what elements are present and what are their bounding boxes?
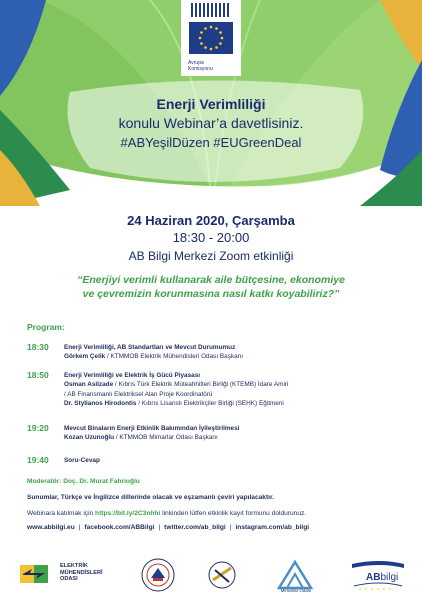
program-body: [64, 343, 414, 362]
speaker-line: [64, 352, 414, 361]
emo-line-3: ODASI: [60, 576, 78, 583]
program-time: 19:40: [27, 455, 49, 465]
ec-label: [181, 60, 241, 72]
speaker-name: Osman Asilzade: [64, 381, 114, 389]
abbilgi-logo-text: [366, 572, 398, 583]
event-title: Enerji Verimliliği: [156, 96, 266, 112]
program-topic: Mevcut Binaların Enerji Etkinlik Bakımından İyileştirilmesi: [64, 425, 240, 432]
instagram-link[interactable]: instagram.com/ab_bilgi: [235, 524, 310, 531]
ec-label-line1: Avrupa: [188, 60, 204, 66]
speaker-line: [64, 380, 414, 389]
speaker-line: [64, 390, 414, 399]
separator: |: [78, 524, 81, 531]
website-link[interactable]: www.abbilgi.eu: [27, 524, 75, 531]
hashtags: #ABYeşilDüzen #EUGreenDeal: [120, 135, 302, 150]
separator: |: [229, 524, 232, 531]
speaker-role: / KTMMOB Mimarlar Odası Başkanı: [114, 434, 218, 442]
emo-line-2: MÜHENDİSLERİ: [60, 569, 103, 576]
event-subtitle: konulu Webinar’a davetlisiniz.: [118, 115, 304, 131]
registration-line: [27, 510, 306, 517]
program-topic: Soru-Cevap: [64, 457, 100, 464]
event-date: 24 Haziran 2020, Çarşamba: [127, 213, 295, 228]
registration-pre: Webinara katılmak için: [27, 510, 96, 517]
program-time: 18:30: [27, 342, 49, 352]
emo-line-1: ELEKTRİK: [60, 563, 88, 569]
translation-note: Sunumlar, Türkçe ve İngilizce dillerinde olacak ve eşzamanlı çeviri yapılacaktır.: [27, 494, 275, 501]
twitter-link[interactable]: twitter.com/ab_bilgi: [164, 524, 226, 531]
program-time: 18:50: [27, 370, 49, 380]
moderator: Moderatör: Doç. Dr. Murat Fahrioğlu: [27, 478, 140, 485]
program-body: [64, 371, 414, 408]
speaker-role: / Kıbrıs Türk Elektrik Müteahhitleri Birliği (KTEMB) İdare Amiri: [113, 381, 289, 389]
speaker-line: [64, 433, 414, 442]
speaker-role: / Kıbrıs Lisanslı Elektrikçiler Birliği (SEHK) Eğitmeni: [136, 399, 284, 407]
program-body: [64, 456, 414, 465]
speaker-role: / KTMMOB Elektrik Mühendisleri Odası Başkanı: [105, 353, 244, 361]
ec-label-line2: Komisyonu: [188, 66, 213, 72]
mimarlar-odasi-label: Mimarlar Odası: [280, 588, 312, 593]
event-quote: [20, 273, 402, 301]
quote-line-2: ve çevremizin korunmasına nasıl katkı koyabiliriz?”: [82, 288, 340, 300]
speaker-line: [64, 399, 414, 408]
speaker-name: Görkem Çelik: [64, 353, 106, 361]
registration-link[interactable]: https://bit.ly/2C3nhhi: [95, 510, 161, 517]
abbilgi-ab: AB: [366, 572, 381, 583]
program-topic: Enerji Verimliliği, AB Standartları ve Mevcut Durumumuz: [64, 344, 236, 351]
registration-post: linkinden lütfen etkinlik kayıt formunu doldurunuz.: [160, 510, 307, 517]
speaker-name: Dr. Stylianos Hirodontis: [64, 399, 137, 407]
quote-line-1: “Enerjiyi verimli kullanarak aile bütçesine, ekonomiye: [77, 274, 345, 286]
ktemb-logo-icon: [205, 560, 239, 590]
social-links: [27, 524, 407, 531]
emo-logo-text: [60, 563, 103, 583]
event-time: 18:30 - 20:00: [172, 230, 250, 245]
hero-banner: [0, 0, 422, 206]
speaker-role: / AB Finansmanlı Elektriksel Alan Proje Koordinatörü: [64, 390, 213, 398]
abbilgi-bilgi: bilgi: [380, 572, 399, 583]
program-body: [64, 424, 414, 443]
program-time: 19:20: [27, 423, 49, 433]
speaker-name: Kozan Uzunoğlu: [64, 434, 115, 442]
seal-logo-icon: [141, 558, 175, 592]
event-venue: AB Bilgi Merkezi Zoom etkinliği: [128, 249, 294, 263]
separator: |: [158, 524, 161, 531]
program-topic: Enerji Verimliliği ve Elektrik İş Gücü Piyasası: [64, 372, 201, 379]
facebook-link[interactable]: facebook.com/ABBilgi: [84, 524, 155, 531]
program-heading: Program:: [27, 322, 65, 332]
